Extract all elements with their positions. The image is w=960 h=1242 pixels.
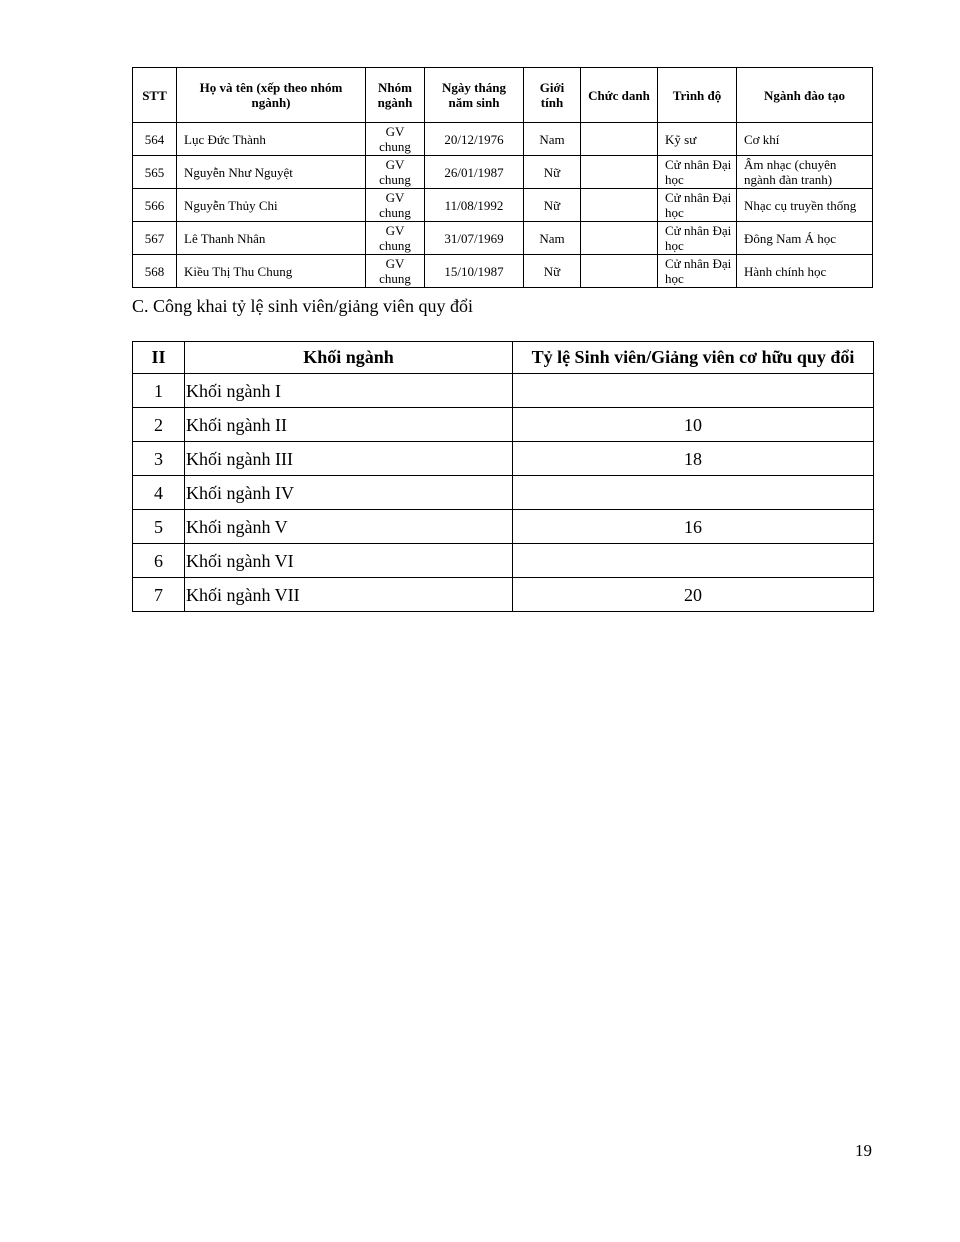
- cell-block: Khối ngành IV: [185, 476, 513, 510]
- cell-ratio: 10: [513, 408, 874, 442]
- cell-stt: 564: [133, 123, 177, 156]
- col-header-group: Nhóm ngành: [366, 68, 425, 123]
- cell-no: 2: [133, 408, 185, 442]
- cell-group: GV chung: [366, 255, 425, 288]
- table-row: [133, 476, 874, 510]
- cell-name: Kiều Thị Thu Chung: [177, 255, 366, 288]
- cell-stt: 566: [133, 189, 177, 222]
- cell-dob: 15/10/1987: [425, 255, 524, 288]
- ratio-table: [132, 341, 874, 612]
- cell-no: 5: [133, 510, 185, 544]
- cell-dob: 11/08/1992: [425, 189, 524, 222]
- cell-block: Khối ngành III: [185, 442, 513, 476]
- cell-title: [581, 189, 658, 222]
- cell-name: Lục Đức Thành: [177, 123, 366, 156]
- cell-group: GV chung: [366, 222, 425, 255]
- cell-block: Khối ngành I: [185, 374, 513, 408]
- cell-group: GV chung: [366, 189, 425, 222]
- cell-no: 3: [133, 442, 185, 476]
- table-row: [133, 544, 874, 578]
- cell-level: Cử nhân Đại học: [658, 156, 737, 189]
- cell-title: [581, 156, 658, 189]
- section-heading: C. Công khai tỷ lệ sinh viên/giảng viên quy đổi: [132, 296, 473, 316]
- cell-stt: 567: [133, 222, 177, 255]
- cell-stt: 568: [133, 255, 177, 288]
- cell-stt: 565: [133, 156, 177, 189]
- col-header-name: Họ và tên (xếp theo nhóm ngành): [177, 68, 366, 123]
- cell-gender: Nam: [524, 123, 581, 156]
- cell-title: [581, 123, 658, 156]
- cell-gender: Nữ: [524, 156, 581, 189]
- cell-title: [581, 255, 658, 288]
- cell-block: Khối ngành II: [185, 408, 513, 442]
- cell-dob: 31/07/1969: [425, 222, 524, 255]
- cell-ratio: [513, 544, 874, 578]
- cell-name: Lê Thanh Nhân: [177, 222, 366, 255]
- col-header-no: II: [133, 342, 185, 374]
- cell-no: 7: [133, 578, 185, 612]
- staff-table: [132, 67, 873, 288]
- cell-level: Cử nhân Đại học: [658, 189, 737, 222]
- cell-ratio: [513, 476, 874, 510]
- cell-gender: Nữ: [524, 189, 581, 222]
- col-header-level: Trình độ: [658, 68, 737, 123]
- cell-major: Cơ khí: [737, 123, 873, 156]
- cell-ratio: 18: [513, 442, 874, 476]
- table-row: [133, 189, 873, 222]
- cell-title: [581, 222, 658, 255]
- cell-level: Cử nhân Đại học: [658, 255, 737, 288]
- cell-block: Khối ngành VII: [185, 578, 513, 612]
- cell-no: 1: [133, 374, 185, 408]
- col-header-block: Khối ngành: [185, 342, 513, 374]
- staff-table-header: [133, 68, 873, 123]
- col-header-major: Ngành đào tạo: [737, 68, 873, 123]
- table-row: [133, 408, 874, 442]
- col-header-dob: Ngày tháng năm sinh: [425, 68, 524, 123]
- table-row: [133, 123, 873, 156]
- cell-gender: Nam: [524, 222, 581, 255]
- cell-no: 4: [133, 476, 185, 510]
- ratio-table-header: [133, 342, 874, 374]
- table-row: [133, 374, 874, 408]
- table-row: [133, 222, 873, 255]
- page-number: 19: [855, 1141, 872, 1160]
- col-header-gender: Giới tính: [524, 68, 581, 123]
- cell-ratio: [513, 374, 874, 408]
- table-row: [133, 255, 873, 288]
- col-header-ratio: Tỷ lệ Sinh viên/Giảng viên cơ hữu quy đổi: [513, 342, 874, 374]
- table-row: [133, 578, 874, 612]
- cell-block: Khối ngành VI: [185, 544, 513, 578]
- cell-block: Khối ngành V: [185, 510, 513, 544]
- cell-ratio: 20: [513, 578, 874, 612]
- cell-major: Hành chính học: [737, 255, 873, 288]
- table-row: [133, 510, 874, 544]
- cell-level: Kỹ sư: [658, 123, 737, 156]
- cell-name: Nguyễn Thủy Chi: [177, 189, 366, 222]
- col-header-title: Chức danh: [581, 68, 658, 123]
- cell-dob: 26/01/1987: [425, 156, 524, 189]
- cell-gender: Nữ: [524, 255, 581, 288]
- cell-major: Đông Nam Á học: [737, 222, 873, 255]
- cell-major: Âm nhạc (chuyên ngành đàn tranh): [737, 156, 873, 189]
- cell-group: GV chung: [366, 123, 425, 156]
- cell-group: GV chung: [366, 156, 425, 189]
- cell-name: Nguyễn Như Nguyệt: [177, 156, 366, 189]
- cell-major: Nhạc cụ truyền thống: [737, 189, 873, 222]
- table-row: [133, 156, 873, 189]
- col-header-stt: STT: [133, 68, 177, 123]
- cell-no: 6: [133, 544, 185, 578]
- cell-dob: 20/12/1976: [425, 123, 524, 156]
- table-row: [133, 442, 874, 476]
- cell-level: Cử nhân Đại học: [658, 222, 737, 255]
- cell-ratio: 16: [513, 510, 874, 544]
